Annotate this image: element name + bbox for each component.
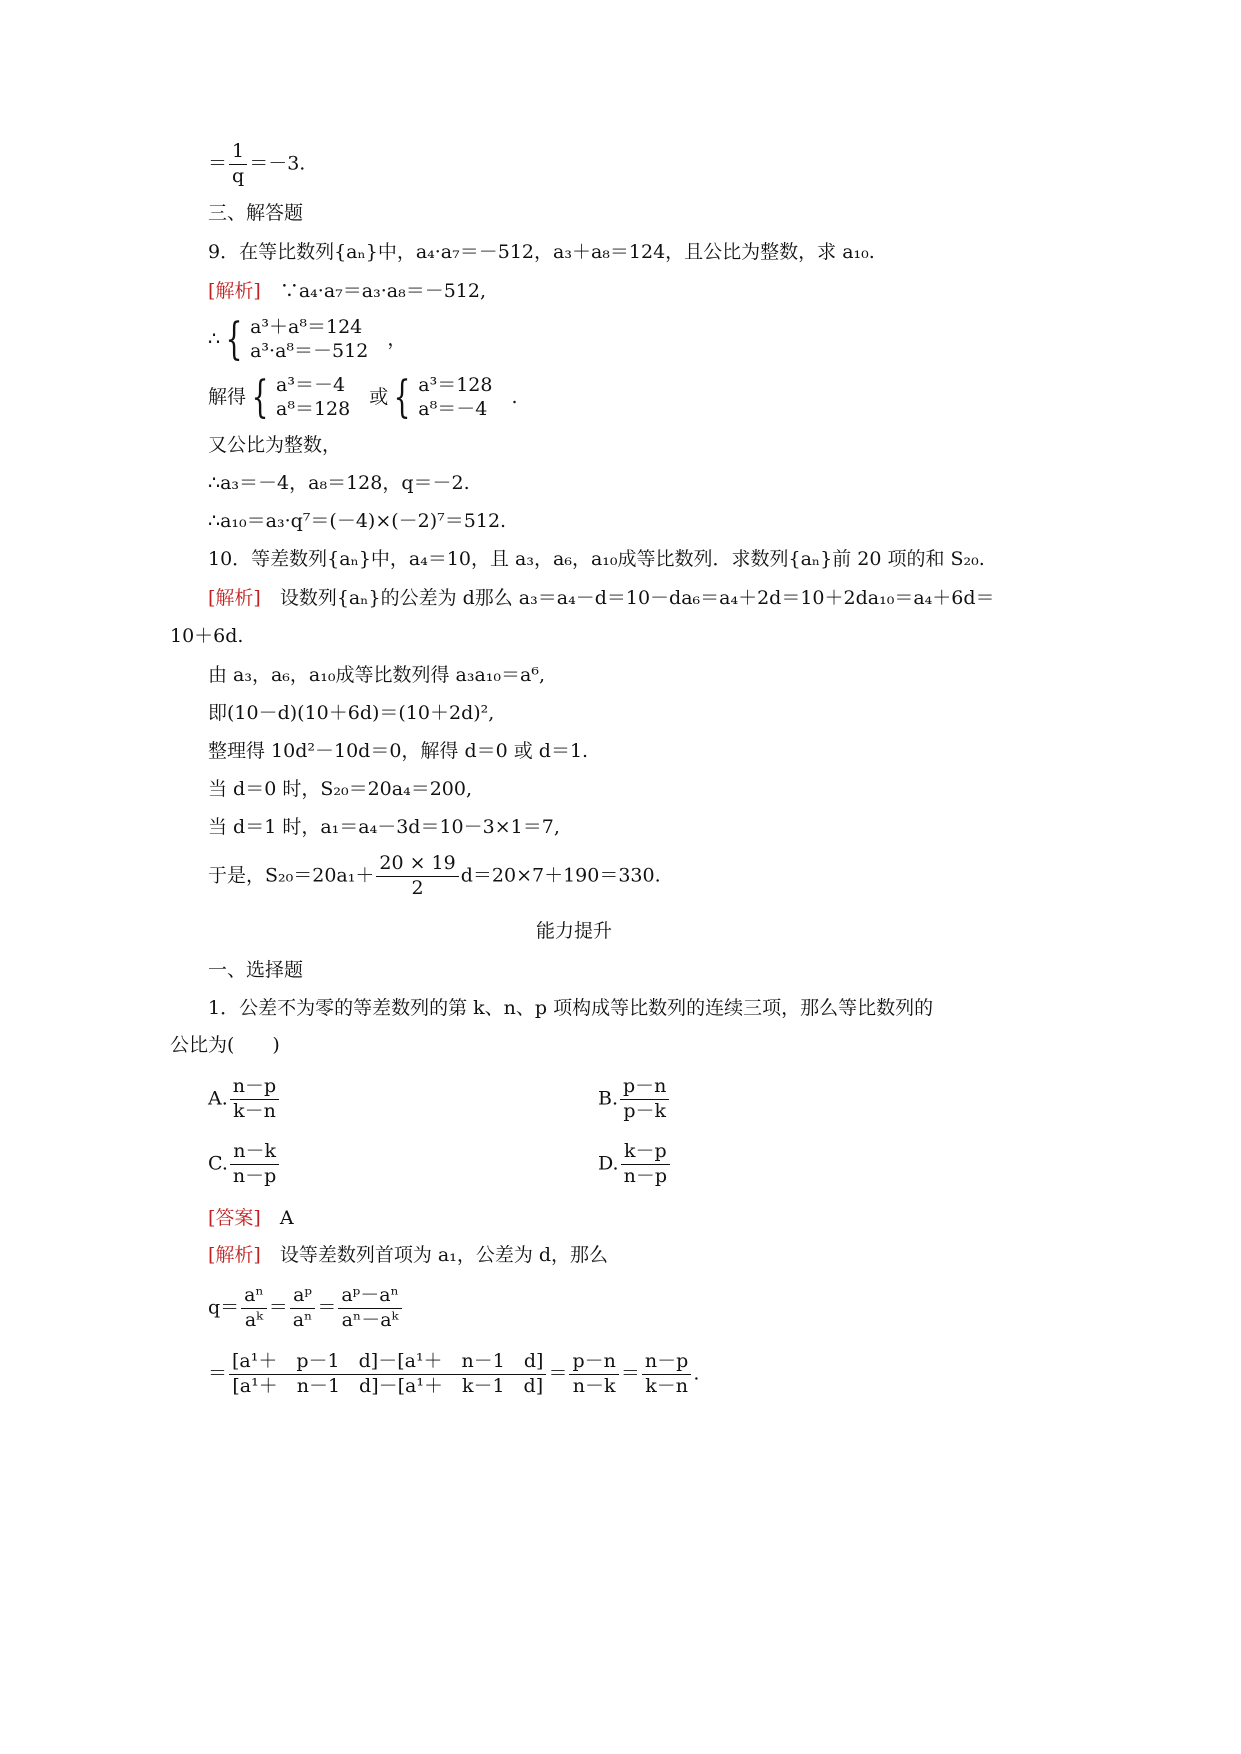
option-c: C. $\frac{n-k}{n-p}$: [208, 1140, 281, 1189]
solution-line: ∴a₃＝－4，a₈＝128，q＝－2.: [208, 472, 470, 494]
analysis-tag: [解析]: [208, 1244, 261, 1266]
question-10: 10．等差数列{aₙ}中，a₄＝10，且 a₃，a₆，a₁₀成等比数列．求数列{aₙ}前 20 项的和 S₂₀.: [208, 548, 985, 570]
fraction: $\frac{1}{q}$: [229, 140, 247, 189]
fraction-line: ＝ $\frac{1}{q}$ ＝－3.: [208, 140, 306, 187]
problem-1-cont: 公比为( ): [170, 1034, 280, 1056]
section-title: 能力提升: [536, 920, 613, 942]
analysis-tag: [解析]: [208, 587, 261, 609]
answer-tag: [答案]: [208, 1207, 261, 1229]
problem-1: 1．公差不为零的等差数列的第 k、n、p 项构成等比数列的连续三项，那么等比数列的: [208, 997, 934, 1019]
solution-line: [解析] 设等差数列首项为 a₁，公差为 d，那么: [208, 1244, 609, 1266]
solution-line: 当 d＝0 时，S₂₀＝20a₄＝200,: [208, 778, 473, 800]
answer-line: [答案] A: [208, 1207, 294, 1229]
solution-line: 10＋6d.: [170, 625, 244, 647]
section-heading: 三、解答题: [208, 202, 304, 224]
solution-line: 即(10－d)(10＋6d)＝(10＋2d)²,: [208, 702, 495, 724]
fraction: $\frac{20 \times 19}{2}$: [376, 852, 458, 901]
option-b: B. $\frac{p-n}{p-k}$: [598, 1075, 671, 1124]
solution-line: ∴a₁₀＝a₃·q⁷＝(－4)×(－2)⁷＝512.: [208, 510, 507, 532]
equation-system: ∴ { a³＋a⁸＝124 a³·a⁸＝－512 ，: [208, 313, 407, 365]
solution-line: 由 a₃，a₆，a₁₀成等比数列得 a₃a₁₀＝a⁶,: [208, 664, 546, 686]
brace-icon: {: [251, 371, 269, 423]
solution-line: 于是，S₂₀＝20a₁＋ $\frac{20 \times 19}{2}$ d＝20×7＋190＝330.: [208, 852, 661, 899]
solution-line: 又公比为整数，: [208, 434, 342, 456]
analysis-tag: [解析]: [208, 280, 261, 302]
ratio-expression: q＝ $\frac{\text{aⁿ}}{\text{aᵏ}}$ ＝ $\frac{\text{aᵖ}}{\text{aⁿ}}$ ＝ $\frac{\text{aᵖ－aⁿ}}{\text{aⁿ－aᵏ}}$: [208, 1284, 404, 1333]
solution-line: [解析] 设数列{aₙ}的公差为 d那么 a₃＝a₄－d＝10－da₆＝a₄＋2d＝10＋2da₁₀＝a₄＋6d＝: [208, 587, 995, 609]
option-a: A. $\frac{n-p}{k-n}$: [208, 1075, 281, 1124]
solution-line: [解析] ∵a₄·a₇＝a₃·a₈＝－512,: [208, 280, 487, 302]
option-d: D. $\frac{k-p}{n-p}$: [598, 1140, 672, 1189]
question-9: 9．在等比数列{aₙ}中，a₄·a₇＝－512，a₃＋a₈＝124，且公比为整数，求 a₁₀.: [208, 241, 875, 263]
section-heading: 一、选择题: [208, 959, 304, 981]
brace-icon: {: [393, 371, 411, 423]
solution-line: 当 d＝1 时，a₁＝a₄－3d＝10－3×1＝7,: [208, 816, 560, 838]
brace-icon: {: [225, 313, 243, 365]
ratio-expansion: ＝ $\frac{\text{[a¹＋ p－1 d]－[a¹＋ n－1 d]}}{\text{[a¹＋ n－1 d]－[a¹＋ k－1 d]}}$ ＝ $\frac{p-n}{n-k}$ ＝ $\frac{n-p}{k-n}$ .: [208, 1350, 700, 1397]
solution-line: 整理得 10d²－10d＝0，解得 d＝0 或 d＝1.: [208, 740, 589, 762]
equation-solution: 解得 { a³＝－4 a⁸＝128 或 { a³＝128 a⁸＝－4 .: [208, 371, 518, 423]
